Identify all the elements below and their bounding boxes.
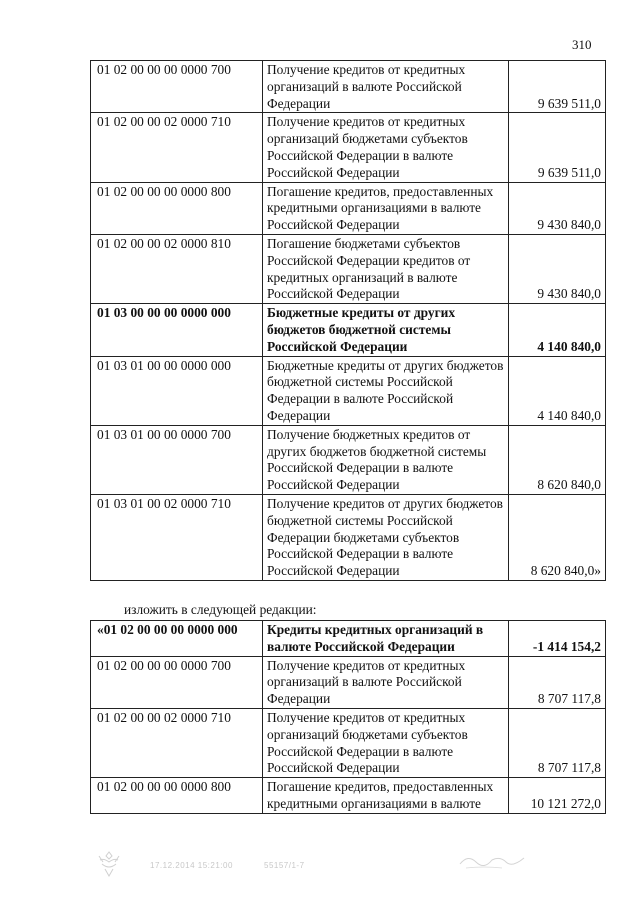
table-row bbox=[91, 425, 606, 494]
budget-amount: 4 140 840,0 bbox=[509, 304, 606, 356]
budget-code: 01 02 00 00 00 0000 800 bbox=[91, 182, 263, 234]
budget-item-name: Получение кредитов от кредитных организаций в валюте Российской Федерации bbox=[263, 656, 509, 708]
budget-amount: 9 639 511,0 bbox=[509, 113, 606, 182]
budget-code: 01 03 01 00 02 0000 710 bbox=[91, 494, 263, 580]
budget-item-name: Получение бюджетных кредитов от других бюджетов бюджетной системы Российской Федерации в валюте Российской Федерации bbox=[263, 425, 509, 494]
budget-code: 01 02 00 00 00 0000 800 bbox=[91, 778, 263, 814]
budget-amount: 8 707 117,8 bbox=[509, 656, 606, 708]
budget-item-name: Бюджетные кредиты от других бюджетов бюджетной системы Российской Федерации в валюте Российской Федерации bbox=[263, 356, 509, 425]
footer-timestamp: 17.12.2014 15:21:00 bbox=[150, 861, 233, 870]
budget-amount: 9 639 511,0 bbox=[509, 61, 606, 113]
table-row-total bbox=[91, 621, 606, 657]
budget-item-name: Получение кредитов от кредитных организаций бюджетами субъектов Российской Федерации в валюте Российской Федерации bbox=[263, 708, 509, 777]
budget-item-name: Получение кредитов от кредитных организаций в валюте Российской Федерации bbox=[263, 61, 509, 113]
budget-amount: -1 414 154,2 bbox=[509, 621, 606, 657]
budget-code: 01 02 00 00 00 0000 700 bbox=[91, 656, 263, 708]
budget-code: 01 03 00 00 00 0000 000 bbox=[91, 304, 263, 356]
emblem-watermark-icon bbox=[96, 850, 122, 883]
budget-code: 01 02 00 00 02 0000 710 bbox=[91, 708, 263, 777]
budget-code: 01 02 00 00 00 0000 700 bbox=[91, 61, 263, 113]
budget-table-before bbox=[90, 60, 606, 581]
budget-amount: 9 430 840,0 bbox=[509, 182, 606, 234]
budget-item-name: Получение кредитов от других бюджетов бюджетной системы Российской Федерации бюджетами субъектов Российской Федерации в валюте Российской Федерации bbox=[263, 494, 509, 580]
page-number: 310 bbox=[572, 37, 592, 52]
table-row bbox=[91, 656, 606, 708]
table-row-total bbox=[91, 304, 606, 356]
budget-code: 01 03 01 00 00 0000 700 bbox=[91, 425, 263, 494]
table-row bbox=[91, 778, 606, 814]
budget-item-name: Погашение кредитов, предоставленных кредитными организациями в валюте Российской Федерации bbox=[263, 182, 509, 234]
table-row bbox=[91, 234, 606, 303]
budget-code: 01 02 00 00 02 0000 710 bbox=[91, 113, 263, 182]
budget-code: 01 02 00 00 02 0000 810 bbox=[91, 234, 263, 303]
budget-amount: 10 121 272,0 bbox=[509, 778, 606, 814]
budget-item-name: Получение кредитов от кредитных организаций бюджетами субъектов Российской Федерации в валюте Российской Федерации bbox=[263, 113, 509, 182]
budget-amount: 9 430 840,0 bbox=[509, 234, 606, 303]
budget-item-name: Кредиты кредитных организаций в валюте Российской Федерации bbox=[263, 621, 509, 657]
table-row bbox=[91, 494, 606, 580]
budget-item-name: Погашение бюджетами субъектов Российской Федерации кредитов от кредитных организаций в валюте Российской Федерации bbox=[263, 234, 509, 303]
budget-table-after bbox=[90, 620, 606, 814]
table-row bbox=[91, 113, 606, 182]
budget-item-name: Погашение кредитов, предоставленных кредитными организациями в валюте bbox=[263, 778, 509, 814]
table-row bbox=[91, 708, 606, 777]
budget-amount: 4 140 840,0 bbox=[509, 356, 606, 425]
budget-amount: 8 707 117,8 bbox=[509, 708, 606, 777]
budget-code: «01 02 00 00 00 0000 000 bbox=[91, 621, 263, 657]
transition-text: изложить в следующей редакции: bbox=[124, 602, 317, 617]
budget-amount: 8 620 840,0 bbox=[509, 425, 606, 494]
budget-code: 01 03 01 00 00 0000 000 bbox=[91, 356, 263, 425]
table-row bbox=[91, 182, 606, 234]
budget-amount: 8 620 840,0» bbox=[509, 494, 606, 580]
signature-mark bbox=[458, 850, 528, 877]
table-row bbox=[91, 356, 606, 425]
budget-item-name: Бюджетные кредиты от других бюджетов бюджетной системы Российской Федерации bbox=[263, 304, 509, 356]
table-row bbox=[91, 61, 606, 113]
footer-doc-number: 55157/1-7 bbox=[264, 861, 305, 870]
